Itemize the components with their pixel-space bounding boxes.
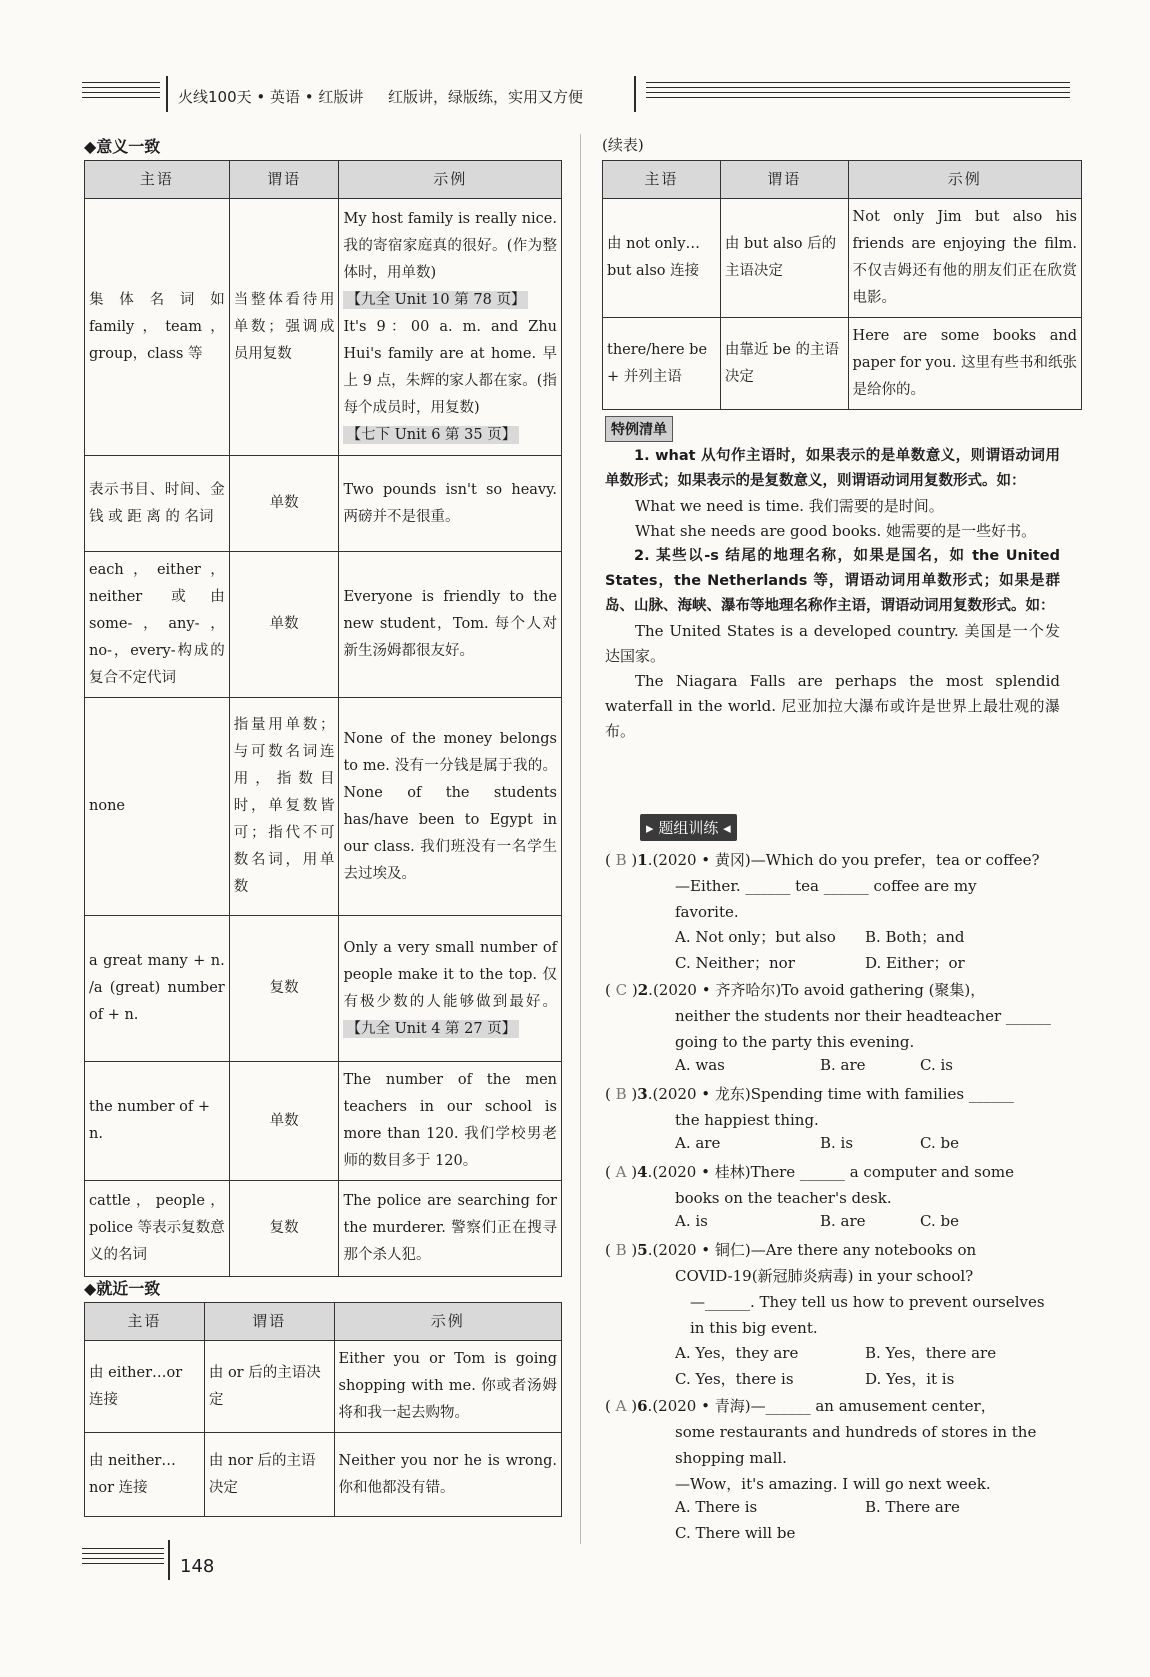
option-d: D. Either；or bbox=[865, 954, 965, 972]
question-text: To avoid gathering (聚集)， bbox=[781, 981, 986, 999]
table-row bbox=[85, 456, 562, 552]
predicate-cell: 单数 bbox=[229, 456, 339, 552]
question-4: ( A )4.(2020 • 桂林)There ______ a computer and some bbox=[605, 1163, 1014, 1181]
example-sentence: The Niagara Falls are perhaps the most splendid waterfall in the world. 尼亚加拉大瀑布或许是世界上最壮观的瀑布。 bbox=[605, 672, 1060, 740]
subject-cell: the number of + n. bbox=[85, 1062, 230, 1181]
example-cell: None of the money belongs to me. 没有一分钱是属于我的。None of the students has/have been to Egypt in our class. 我们班没有一名学生去过埃及。 bbox=[339, 698, 562, 916]
special-cases-notes bbox=[605, 444, 1060, 744]
question-text: There ______ a computer and some bbox=[750, 1163, 1014, 1181]
option-b: B. There are bbox=[865, 1498, 960, 1516]
example-cell: Here are some books and paper for you. 这里有些书和纸张是给你的。 bbox=[848, 318, 1081, 410]
option-a: A. Yes，they are bbox=[675, 1344, 799, 1362]
question-source: (2020 • 龙东) bbox=[652, 1085, 751, 1103]
table-row bbox=[85, 916, 562, 1062]
question-line: books on the teacher's desk. bbox=[675, 1189, 892, 1207]
question-source: (2020 • 铜仁) bbox=[652, 1241, 751, 1259]
textbook-reference: 【九全 Unit 4 第 27 页】 bbox=[343, 1020, 519, 1038]
table-row bbox=[85, 698, 562, 916]
option-c: C. There will be bbox=[675, 1524, 796, 1542]
example-cell: The number of the men teachers in our school is more than 120. 我们学校男老师的数目多于 120。 bbox=[339, 1062, 562, 1181]
example-cell: Two pounds isn't so heavy. 两磅并不是很重。 bbox=[339, 456, 562, 552]
page-number: 148 bbox=[180, 1556, 215, 1577]
answer-mark: B bbox=[615, 851, 627, 869]
col-header-subject: 主语 bbox=[603, 161, 721, 199]
question-5: ( B )5.(2020 • 铜仁)—Are there any notebooks on bbox=[605, 1241, 977, 1259]
example-cell bbox=[339, 916, 562, 1062]
col-header-predicate: 谓语 bbox=[204, 1303, 334, 1341]
subject-cell: 集 体 名 词 如 family，team，group，class 等 bbox=[85, 199, 230, 456]
answer-mark: B bbox=[615, 1241, 627, 1259]
option-b: B. Both；and bbox=[865, 928, 965, 946]
option-b: B. are bbox=[820, 1056, 866, 1074]
header-slogan: 红版讲，绿版练，实用又方便 bbox=[388, 88, 584, 106]
subject-cell: 由 not only…but also 连接 bbox=[603, 199, 721, 318]
header-rule-left bbox=[82, 82, 160, 104]
table-row bbox=[85, 199, 562, 456]
example-cell: The police are searching for the murderer. 警察们正在搜寻那个杀人犯。 bbox=[339, 1181, 562, 1277]
table-row bbox=[603, 199, 1082, 318]
column-divider bbox=[580, 134, 581, 1544]
col-header-example: 示例 bbox=[339, 161, 562, 199]
rule-place-names: 2. 某些以-s 结尾的地理名称，如果是国名，如 the United States，the Netherlands 等，谓语动词用单数形式；如果是群岛、山脉、海峡、瀑布等地理名称作主语，谓语动词用复数形式。如： bbox=[605, 548, 1060, 614]
question-number: 2 bbox=[637, 981, 649, 999]
question-line: neither the students nor their headteacher ______ bbox=[675, 1007, 1051, 1025]
question-3: ( B )3.(2020 • 龙东)Spending time with families ______ bbox=[605, 1085, 1014, 1103]
subject-cell: 由 either…or 连接 bbox=[85, 1341, 205, 1433]
table-row bbox=[85, 1433, 562, 1517]
question-number: 5 bbox=[637, 1241, 648, 1259]
question-line: some restaurants and hundreds of stores in the bbox=[675, 1423, 1037, 1441]
answer-mark: A bbox=[615, 1397, 627, 1415]
header-rule-right bbox=[646, 82, 1070, 104]
question-text: Spending time with families ______ bbox=[750, 1085, 1014, 1103]
subject-cell: there/here be + 并列主语 bbox=[603, 318, 721, 410]
subject-cell: each，either，neither 或由 some-，any-，no-，every-构成的复合不定代词 bbox=[85, 552, 230, 698]
subject-cell: none bbox=[85, 698, 230, 916]
answer-mark: C bbox=[615, 981, 628, 999]
table-row bbox=[85, 552, 562, 698]
predicate-cell: 指量用单数；与可数名词连用，指数目时，单复数皆可；指代不可数名词，用单数 bbox=[229, 698, 339, 916]
option-c: C. Yes，there is bbox=[675, 1370, 794, 1388]
option-c: C. be bbox=[920, 1212, 959, 1230]
example-text: Only a very small number of people make it to the top. 仅有极少数的人能够做到最好。 bbox=[343, 939, 557, 1010]
question-number: 6 bbox=[637, 1397, 648, 1415]
option-d: D. Yes，it is bbox=[865, 1370, 955, 1388]
question-2: ( C )2.(2020 • 齐齐哈尔)To avoid gathering (聚集)， bbox=[605, 981, 986, 999]
table-row bbox=[603, 318, 1082, 410]
continued-caption: (续表) bbox=[602, 136, 644, 154]
option-c: C. be bbox=[920, 1134, 959, 1152]
option-a: A. is bbox=[675, 1212, 708, 1230]
predicate-cell: 当整体看待用单数；强调成员用复数 bbox=[229, 199, 339, 456]
predicate-cell: 单数 bbox=[229, 1062, 339, 1181]
example-cell bbox=[339, 199, 562, 456]
section-title-proximity: ◆就近一致 bbox=[84, 1279, 161, 1298]
footer-divider bbox=[168, 1540, 170, 1580]
exercise-banner: ▸ 题组训练 ◂ bbox=[640, 814, 737, 841]
example-cell: Not only Jim but also his friends are enjoying the film. 不仅吉姆还有他的朋友们正在欣赏电影。 bbox=[848, 199, 1081, 318]
question-line: shopping mall. bbox=[675, 1449, 787, 1467]
col-header-predicate: 谓语 bbox=[229, 161, 339, 199]
option-a: A. was bbox=[675, 1056, 725, 1074]
col-header-predicate: 谓语 bbox=[720, 161, 848, 199]
header-divider-right bbox=[634, 76, 636, 112]
question-line: the happiest thing. bbox=[675, 1111, 819, 1129]
answer-mark: B bbox=[615, 1085, 627, 1103]
option-c: C. Neither；nor bbox=[675, 954, 795, 972]
question-source: (2020 • 黄冈) bbox=[652, 851, 751, 869]
predicate-cell: 由 or 后的主语决定 bbox=[204, 1341, 334, 1433]
subject-cell: 由 neither…nor 连接 bbox=[85, 1433, 205, 1517]
question-source: (2020 • 齐齐哈尔) bbox=[652, 981, 782, 999]
agreement-table-proximity bbox=[84, 1302, 562, 1517]
predicate-cell: 复数 bbox=[229, 916, 339, 1062]
exercise-banner-label: 题组训练 bbox=[658, 819, 719, 837]
example-text: My host family is really nice. 我的寄宿家庭真的很好。(作为整体时，用单数) bbox=[343, 210, 557, 281]
example-sentence: What she needs are good books. 她需要的是一些好书。 bbox=[635, 522, 1037, 540]
col-header-example: 示例 bbox=[848, 161, 1081, 199]
example-cell: Either you or Tom is going shopping with me. 你或者汤姆将和我一起去购物。 bbox=[334, 1341, 562, 1433]
subject-cell: 表示书目、时间、金 钱 或 距 离 的 名词 bbox=[85, 456, 230, 552]
subject-cell: cattle，people，police 等表示复数意义的名词 bbox=[85, 1181, 230, 1277]
col-header-example: 示例 bbox=[334, 1303, 562, 1341]
question-line: in this big event. bbox=[690, 1319, 818, 1337]
section-title-meaning: ◆意义一致 bbox=[84, 137, 161, 156]
option-a: A. There is bbox=[675, 1498, 758, 1516]
option-c: C. is bbox=[920, 1056, 953, 1074]
predicate-cell: 复数 bbox=[229, 1181, 339, 1277]
col-header-subject: 主语 bbox=[85, 1303, 205, 1341]
question-line: COVID-19(新冠肺炎病毒) in your school? bbox=[675, 1267, 974, 1285]
question-line: —Wow，it's amazing. I will go next week. bbox=[675, 1475, 991, 1493]
question-text: —Are there any notebooks on bbox=[750, 1241, 977, 1259]
example-cell: Everyone is friendly to the new student，Tom. 每个人对新生汤姆都很友好。 bbox=[339, 552, 562, 698]
question-6: ( A )6.(2020 • 青海)—______ an amusement center， bbox=[605, 1397, 996, 1415]
option-a: A. are bbox=[675, 1134, 721, 1152]
question-number: 4 bbox=[637, 1163, 648, 1181]
footer-rule bbox=[82, 1548, 164, 1570]
question-number: 3 bbox=[637, 1085, 648, 1103]
answer-mark: A bbox=[615, 1163, 627, 1181]
agreement-table-continued bbox=[602, 160, 1082, 410]
subject-cell: a great many + n. /a (great) number of + n. bbox=[85, 916, 230, 1062]
question-number: 1 bbox=[637, 851, 648, 869]
predicate-cell: 由 but also 后的主语决定 bbox=[720, 199, 848, 318]
special-cases-tag: 特例清单 bbox=[605, 416, 673, 442]
option-b: B. are bbox=[820, 1212, 866, 1230]
question-line: —______. They tell us how to prevent ourselves bbox=[690, 1293, 1045, 1311]
table-row bbox=[85, 1341, 562, 1433]
option-a: A. Not only；but also bbox=[675, 928, 836, 946]
question-1: ( B )1.(2020 • 黄冈)—Which do you prefer，tea or coffee? bbox=[605, 851, 1040, 869]
question-line: —Either. ______ tea ______ coffee are my bbox=[675, 877, 977, 895]
option-b: B. Yes，there are bbox=[865, 1344, 997, 1362]
question-source: (2020 • 桂林) bbox=[652, 1163, 751, 1181]
header-divider-left bbox=[166, 76, 168, 112]
question-source: (2020 • 青海) bbox=[652, 1397, 751, 1415]
example-sentence: What we need is time. 我们需要的是时间。 bbox=[635, 497, 944, 515]
option-b: B. is bbox=[820, 1134, 854, 1152]
textbook-reference: 【九全 Unit 10 第 78 页】 bbox=[343, 291, 528, 309]
predicate-cell: 由靠近 be 的主语决定 bbox=[720, 318, 848, 410]
example-cell: Neither you nor he is wrong. 你和他都没有错。 bbox=[334, 1433, 562, 1517]
col-header-subject: 主语 bbox=[85, 161, 230, 199]
predicate-cell: 单数 bbox=[229, 552, 339, 698]
question-line: favorite. bbox=[675, 903, 739, 921]
textbook-reference: 【七下 Unit 6 第 35 页】 bbox=[343, 426, 519, 444]
table-row bbox=[85, 1062, 562, 1181]
agreement-table-meaning bbox=[84, 160, 562, 1277]
question-text: —______ an amusement center， bbox=[750, 1397, 996, 1415]
question-text: —Which do you prefer，tea or coffee? bbox=[750, 851, 1040, 869]
example-text: It's 9：00 a. m. and Zhu Hui's family are at home. 早上 9 点，朱辉的家人都在家。(指每个成员时，用复数) bbox=[343, 318, 557, 416]
table-row bbox=[85, 1181, 562, 1277]
header-book-title: 火线100天 • 英语 • 红版讲 bbox=[178, 88, 364, 106]
question-line: going to the party this evening. bbox=[675, 1033, 915, 1051]
rule-what-clause: 1. what 从句作主语时，如果表示的是单数意义，则谓语动词用单数形式；如果表示的是复数意义，则谓语动词用复数形式。如： bbox=[605, 448, 1060, 489]
predicate-cell: 由 nor 后的主语决定 bbox=[204, 1433, 334, 1517]
example-sentence: The United States is a developed country. 美国是一个发达国家。 bbox=[605, 622, 1060, 665]
